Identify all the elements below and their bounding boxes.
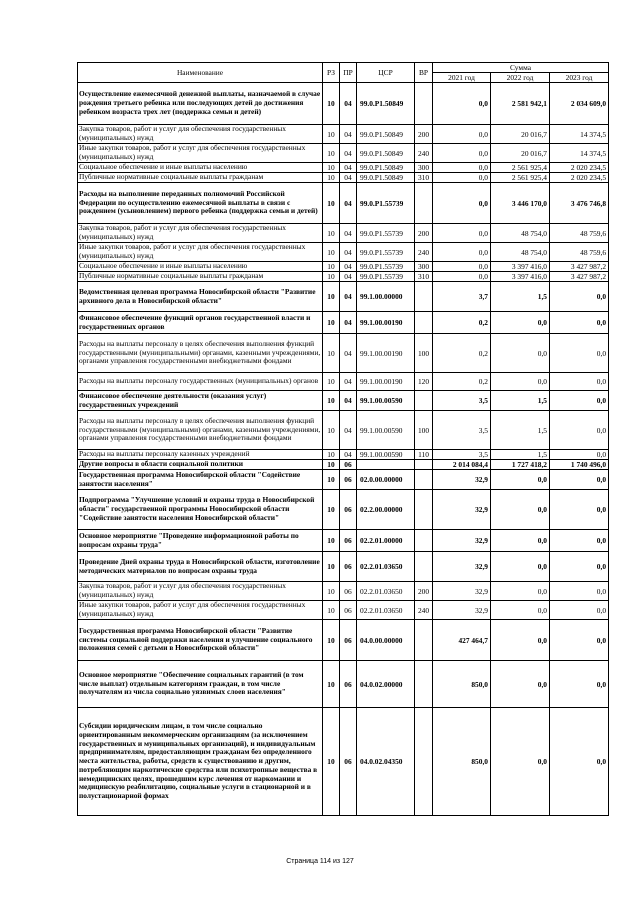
row-amount-2021: 0,2 (433, 312, 491, 334)
row-name: Финансовое обеспечение деятельности (оказания услуг) государственных учреждений (78, 391, 323, 411)
table-row (78, 173, 609, 183)
row-csr: 99.0.Р1.55739 (357, 243, 415, 262)
row-amount-2023: 2 034 609,0 (550, 83, 609, 125)
row-amount-2021: 0,0 (433, 183, 491, 224)
row-amount-2021: 0,0 (433, 83, 491, 125)
row-pr: 04 (340, 312, 357, 334)
row-amount-2023: 0,0 (550, 391, 609, 411)
row-pr: 06 (340, 552, 357, 582)
row-vr (415, 282, 433, 312)
table-row (78, 282, 609, 312)
row-amount-2021: 2 014 084,4 (433, 460, 491, 470)
row-pr: 04 (340, 262, 357, 272)
row-pr: 04 (340, 282, 357, 312)
table-row (78, 224, 609, 243)
row-pr: 06 (340, 582, 357, 601)
table-row (78, 661, 609, 708)
row-pr: 04 (340, 224, 357, 243)
row-vr (415, 183, 433, 224)
row-amount-2021: 0,0 (433, 224, 491, 243)
row-amount-2023: 2 020 234,5 (550, 163, 609, 173)
row-amount-2021: 850,0 (433, 661, 491, 708)
row-rz: 10 (323, 272, 340, 282)
row-amount-2023: 48 759,6 (550, 243, 609, 262)
row-rz: 10 (323, 173, 340, 183)
row-amount-2022: 3 446 170,0 (491, 183, 550, 224)
row-rz: 10 (323, 373, 340, 391)
row-amount-2021: 0,0 (433, 262, 491, 272)
row-amount-2023: 0,0 (550, 552, 609, 582)
row-amount-2023: 0,0 (550, 582, 609, 601)
row-amount-2022: 2 561 925,4 (491, 173, 550, 183)
col-header-year-2021: 2021 год (433, 73, 491, 83)
row-csr: 02.2.01.00000 (357, 530, 415, 552)
row-name: Иные закупки товаров, работ и услуг для обеспечения государственных (муниципальных) нужд (78, 601, 323, 620)
row-pr: 06 (340, 530, 357, 552)
row-amount-2022: 0,0 (491, 530, 550, 552)
row-amount-2022: 0,0 (491, 708, 550, 816)
row-name: Подпрограмма "Улучшение условий и охраны труда в Новосибирской области" государственной программы Новосибирской области "Содействие занятости населения Новосибирской области" (78, 490, 323, 530)
table-row (78, 601, 609, 620)
row-rz: 10 (323, 470, 340, 490)
row-amount-2022: 2 581 942,1 (491, 83, 550, 125)
row-pr: 06 (340, 620, 357, 661)
row-pr: 06 (340, 708, 357, 816)
row-csr: 02.2.00.00000 (357, 490, 415, 530)
table-row (78, 243, 609, 262)
row-vr (415, 83, 433, 125)
row-vr (415, 312, 433, 334)
row-csr: 99.0.Р1.55739 (357, 224, 415, 243)
row-pr: 04 (340, 163, 357, 173)
row-vr: 200 (415, 582, 433, 601)
row-rz: 10 (323, 312, 340, 334)
table-row (78, 582, 609, 601)
row-amount-2022: 48 754,0 (491, 243, 550, 262)
table-body (78, 83, 609, 816)
row-name: Субсидии юридическим лицам, в том числе социально ориентированным некоммерческим организациям (за исключением государственных и муниципальных организаций), и индивидуальным предпринимателям, предоставляющим гражданам без определенного места жительства, работы, средств к существованию и другим, потребляющим наркотические средства или психотропные вещества в немедицинских целях, прошедшим курс лечения от наркомании и медицинскую реабилитацию, социальные услуги в стационарной и в полустационарной формах (78, 708, 323, 816)
row-amount-2022: 1,5 (491, 411, 550, 450)
row-name: Государственная программа Новосибирской области "Развитие системы социальной поддержки населения и улучшение социального положения семей с детьми в Новосибирской области" (78, 620, 323, 661)
row-rz: 10 (323, 83, 340, 125)
row-csr (357, 460, 415, 470)
row-csr: 99.1.00.00590 (357, 391, 415, 411)
row-name: Расходы на выплаты персоналу в целях обеспечения выполнения функций государственными (муниципальными) органами, казенными учреждениями, органами управления государственными внебюджетными фондами (78, 334, 323, 373)
row-rz: 10 (323, 224, 340, 243)
row-amount-2022: 0,0 (491, 470, 550, 490)
row-csr: 99.0.Р1.55739 (357, 183, 415, 224)
row-vr (415, 460, 433, 470)
row-amount-2021: 32,9 (433, 582, 491, 601)
row-amount-2021: 32,9 (433, 490, 491, 530)
row-amount-2022: 3 397 416,0 (491, 272, 550, 282)
row-name: Иные закупки товаров, работ и услуг для обеспечения государственных (муниципальных) нужд (78, 243, 323, 262)
row-amount-2023: 0,0 (550, 708, 609, 816)
table-row (78, 391, 609, 411)
row-amount-2023: 3 427 987,2 (550, 262, 609, 272)
table-row (78, 83, 609, 125)
row-vr: 240 (415, 243, 433, 262)
row-pr: 04 (340, 272, 357, 282)
row-amount-2022: 0,0 (491, 661, 550, 708)
col-header-pr: ПР (340, 63, 357, 83)
row-amount-2023: 0,0 (550, 661, 609, 708)
row-amount-2021: 0,0 (433, 125, 491, 144)
row-amount-2022: 1,5 (491, 450, 550, 460)
row-name: Социальное обеспечение и иные выплаты населению (78, 163, 323, 173)
row-pr: 04 (340, 334, 357, 373)
row-csr: 99.1.00.00590 (357, 450, 415, 460)
table-row (78, 312, 609, 334)
row-csr: 04.0.02.04350 (357, 708, 415, 816)
table-row (78, 125, 609, 144)
row-name: Расходы на выплаты персоналу государственных (муниципальных) органов (78, 373, 323, 391)
row-name: Закупка товаров, работ и услуг для обеспечения государственных (муниципальных) нужд (78, 582, 323, 601)
row-csr: 99.1.00.00190 (357, 334, 415, 373)
row-amount-2021: 32,9 (433, 601, 491, 620)
row-vr: 200 (415, 224, 433, 243)
row-csr: 04.0.00.00000 (357, 620, 415, 661)
row-amount-2023: 0,0 (550, 450, 609, 460)
row-rz: 10 (323, 411, 340, 450)
row-amount-2021: 3,5 (433, 411, 491, 450)
row-amount-2023: 3 476 746,8 (550, 183, 609, 224)
row-csr: 99.0.Р1.50849 (357, 163, 415, 173)
row-amount-2021: 0,0 (433, 144, 491, 163)
col-header-name: Наименование (78, 63, 323, 83)
row-amount-2023: 0,0 (550, 530, 609, 552)
row-csr: 99.0.Р1.50849 (357, 83, 415, 125)
row-amount-2023: 0,0 (550, 470, 609, 490)
row-amount-2022: 0,0 (491, 373, 550, 391)
row-amount-2022: 1,5 (491, 391, 550, 411)
row-amount-2023: 0,0 (550, 490, 609, 530)
row-csr: 02.2.01.03650 (357, 552, 415, 582)
table-row (78, 708, 609, 816)
row-rz: 10 (323, 262, 340, 272)
row-csr: 99.1.00.00190 (357, 373, 415, 391)
row-amount-2023: 14 374,5 (550, 125, 609, 144)
table-row (78, 411, 609, 450)
row-rz: 10 (323, 144, 340, 163)
row-amount-2021: 0,0 (433, 163, 491, 173)
row-amount-2023: 2 020 234,5 (550, 173, 609, 183)
col-header-rz: РЗ (323, 63, 340, 83)
row-name: Закупка товаров, работ и услуг для обеспечения государственных (муниципальных) нужд (78, 125, 323, 144)
row-pr: 04 (340, 411, 357, 450)
row-vr (415, 391, 433, 411)
row-pr: 04 (340, 183, 357, 224)
row-amount-2021: 3,5 (433, 391, 491, 411)
row-amount-2022: 0,0 (491, 620, 550, 661)
table-row (78, 373, 609, 391)
row-vr: 240 (415, 601, 433, 620)
row-amount-2023: 0,0 (550, 601, 609, 620)
row-name: Публичные нормативные социальные выплаты гражданам (78, 272, 323, 282)
table-row (78, 530, 609, 552)
row-vr: 120 (415, 373, 433, 391)
row-name: Расходы на выплаты персоналу в целях обеспечения выполнения функций государственными (муниципальными) органами, казенными учреждениями, органами управления государственными внебюджетными фондами (78, 411, 323, 450)
row-amount-2023: 14 374,5 (550, 144, 609, 163)
row-rz: 10 (323, 490, 340, 530)
row-amount-2023: 0,0 (550, 282, 609, 312)
row-csr: 99.0.Р1.50849 (357, 173, 415, 183)
row-amount-2021: 427 464,7 (433, 620, 491, 661)
row-name: Проведение Дней охраны труда в Новосибирской области, изготовление методических материалов по вопросам охраны труда (78, 552, 323, 582)
row-amount-2022: 20 016,7 (491, 125, 550, 144)
row-name: Государственная программа Новосибирской области "Содействие занятости населения" (78, 470, 323, 490)
page-number: Страница 114 из 127 (286, 858, 354, 865)
col-header-year-2023: 2023 год (550, 73, 609, 83)
row-name: Основное мероприятие "Обеспечение социальных гарантий (в том числе выплат) отдельным категориям граждан, в том числе получателям из числа социально уязвимых слоев населения" (78, 661, 323, 708)
row-amount-2023: 48 759,6 (550, 224, 609, 243)
row-rz: 10 (323, 661, 340, 708)
row-rz: 10 (323, 163, 340, 173)
row-amount-2021: 0,0 (433, 173, 491, 183)
col-header-vr: ВР (415, 63, 433, 83)
row-amount-2021: 32,9 (433, 470, 491, 490)
row-csr: 99.0.Р1.50849 (357, 144, 415, 163)
row-amount-2023: 0,0 (550, 312, 609, 334)
row-amount-2023: 1 740 496,0 (550, 460, 609, 470)
table-row (78, 450, 609, 460)
row-rz: 10 (323, 708, 340, 816)
budget-table (77, 62, 609, 816)
row-pr: 04 (340, 243, 357, 262)
row-name: Осуществление ежемесячной денежной выплаты, назначаемой в случае рождения третьего ребенка или последующих детей до достижения ребенком возраста трех лет (поддержка семьи и детей) (78, 83, 323, 125)
row-name: Расходы на выполнение переданных полномочий Российской Федерации по осуществлению ежемесячной выплаты в связи с рождением (усыновлением) первого ребенка (поддержка семьи и детей) (78, 183, 323, 224)
row-amount-2023: 0,0 (550, 334, 609, 373)
row-vr (415, 620, 433, 661)
row-pr: 04 (340, 373, 357, 391)
table-row (78, 470, 609, 490)
row-amount-2022: 1 727 418,2 (491, 460, 550, 470)
row-vr: 310 (415, 173, 433, 183)
row-amount-2023: 0,0 (550, 373, 609, 391)
row-amount-2021: 0,0 (433, 272, 491, 282)
row-rz: 10 (323, 391, 340, 411)
row-name: Финансовое обеспечение функций органов государственной власти и государственных органов (78, 312, 323, 334)
row-amount-2021: 3,7 (433, 282, 491, 312)
row-name: Другие вопросы в области социальной политики (78, 460, 323, 470)
row-pr: 04 (340, 173, 357, 183)
row-vr (415, 470, 433, 490)
table-row (78, 272, 609, 282)
row-vr: 300 (415, 163, 433, 173)
row-name: Ведомственная целевая программа Новосибирской области "Развитие архивного дела в Новосибирской области" (78, 282, 323, 312)
row-rz: 10 (323, 530, 340, 552)
row-amount-2022: 2 561 925,4 (491, 163, 550, 173)
row-rz: 10 (323, 460, 340, 470)
row-amount-2022: 0,0 (491, 582, 550, 601)
row-pr: 06 (340, 601, 357, 620)
row-pr: 06 (340, 490, 357, 530)
row-name: Расходы на выплаты персоналу казенных учреждений (78, 450, 323, 460)
row-name: Основное мероприятие "Проведение информационной работы по вопросам охраны труда" (78, 530, 323, 552)
row-amount-2021: 0,2 (433, 373, 491, 391)
row-pr: 04 (340, 144, 357, 163)
row-vr (415, 552, 433, 582)
row-rz: 10 (323, 552, 340, 582)
table-row (78, 262, 609, 272)
table-row (78, 460, 609, 470)
row-csr: 02.0.00.00000 (357, 470, 415, 490)
row-pr: 06 (340, 460, 357, 470)
row-vr: 100 (415, 334, 433, 373)
row-amount-2022: 0,0 (491, 312, 550, 334)
row-rz: 10 (323, 620, 340, 661)
row-pr: 04 (340, 83, 357, 125)
row-vr: 200 (415, 125, 433, 144)
row-name: Публичные нормативные социальные выплаты гражданам (78, 173, 323, 183)
row-pr: 04 (340, 125, 357, 144)
row-pr: 06 (340, 661, 357, 708)
row-name: Закупка товаров, работ и услуг для обеспечения государственных (муниципальных) нужд (78, 224, 323, 243)
row-rz: 10 (323, 601, 340, 620)
row-amount-2021: 0,2 (433, 334, 491, 373)
row-vr (415, 708, 433, 816)
row-name: Социальное обеспечение и иные выплаты населению (78, 262, 323, 272)
row-vr (415, 490, 433, 530)
row-rz: 10 (323, 243, 340, 262)
row-pr: 04 (340, 450, 357, 460)
row-amount-2022: 1,5 (491, 282, 550, 312)
row-amount-2022: 48 754,0 (491, 224, 550, 243)
row-vr (415, 530, 433, 552)
row-amount-2022: 20 016,7 (491, 144, 550, 163)
table-row (78, 183, 609, 224)
row-csr: 99.0.Р1.55739 (357, 262, 415, 272)
row-csr: 99.1.00.00000 (357, 282, 415, 312)
row-amount-2021: 3,5 (433, 450, 491, 460)
row-amount-2022: 0,0 (491, 601, 550, 620)
row-amount-2021: 0,0 (433, 243, 491, 262)
row-amount-2021: 32,9 (433, 552, 491, 582)
table-row (78, 552, 609, 582)
row-name: Иные закупки товаров, работ и услуг для обеспечения государственных (муниципальных) нужд (78, 144, 323, 163)
row-pr: 06 (340, 470, 357, 490)
table-row (78, 334, 609, 373)
row-vr: 300 (415, 262, 433, 272)
table-row (78, 620, 609, 661)
table-row (78, 163, 609, 173)
row-vr (415, 661, 433, 708)
row-amount-2023: 0,0 (550, 411, 609, 450)
row-rz: 10 (323, 450, 340, 460)
row-amount-2023: 0,0 (550, 620, 609, 661)
row-rz: 10 (323, 582, 340, 601)
col-header-year-2022: 2022 год (491, 73, 550, 83)
row-pr: 04 (340, 391, 357, 411)
row-rz: 10 (323, 282, 340, 312)
row-amount-2022: 0,0 (491, 552, 550, 582)
row-amount-2021: 850,0 (433, 708, 491, 816)
row-amount-2022: 0,0 (491, 490, 550, 530)
table-row (78, 144, 609, 163)
row-csr: 99.0.Р1.50849 (357, 125, 415, 144)
row-amount-2022: 0,0 (491, 334, 550, 373)
row-csr: 99.1.00.00590 (357, 411, 415, 450)
row-vr: 110 (415, 450, 433, 460)
row-rz: 10 (323, 125, 340, 144)
col-header-sum: Сумма (433, 63, 609, 73)
row-csr: 02.2.01.03650 (357, 601, 415, 620)
row-csr: 02.2.01.03650 (357, 582, 415, 601)
row-csr: 99.1.00.00190 (357, 312, 415, 334)
row-amount-2023: 3 427 987,2 (550, 272, 609, 282)
row-csr: 04.0.02.00000 (357, 661, 415, 708)
row-amount-2021: 32,9 (433, 530, 491, 552)
table-row (78, 490, 609, 530)
row-vr: 100 (415, 411, 433, 450)
row-rz: 10 (323, 334, 340, 373)
row-vr: 240 (415, 144, 433, 163)
col-header-csr: ЦСР (357, 63, 415, 83)
row-vr: 310 (415, 272, 433, 282)
row-amount-2022: 3 397 416,0 (491, 262, 550, 272)
row-csr: 99.0.Р1.55739 (357, 272, 415, 282)
row-rz: 10 (323, 183, 340, 224)
